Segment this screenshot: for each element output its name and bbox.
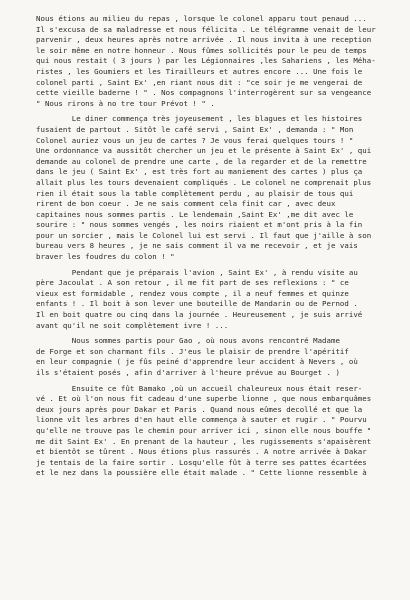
text-line: et le nez dans la poussière elle était malade . " Cette lionne ressemble à (36, 468, 367, 478)
text-line: avant qu'il ne soit complètement ivre ! ... (36, 320, 229, 330)
text-line: allait plus les tours devenaient compliqués . Le colonel ne comprenait plus (36, 177, 372, 187)
text-line: braver les foudres du colon ! " (36, 252, 175, 262)
text-line: deux jours après pour Dakar et Paris . Quand nous eûmes decollé et que la (36, 404, 363, 414)
text-line: parvenir , deux heures après notre arrivée . Il nous invita à une reception (36, 35, 372, 45)
paragraph (36, 114, 388, 262)
text-line: Pendant que je préparais l'avion , Saint Ex' , à rendu visite au (36, 267, 358, 277)
text-line: père Jacoulat . A son retour , il me fit part de ses reflexions : " ce (36, 278, 349, 288)
text-line: Nous sommes partis pour Gao , où nous avons rencontré Madame (36, 336, 340, 346)
text-line: Colonel auriez vous un jeu de cartes ? Je vous ferai quelques tours ! " (36, 135, 354, 145)
text-line: colonel parti , Saint Ex' ,en riant nous dit : "ce soir je me vengerai de (36, 77, 363, 87)
text-line: rirent de bon coeur . Je ne sais comment cela finit car , avec deux (36, 199, 336, 209)
text-line: vieux est formidable , rendez vous compte , il a neuf femmes et quinze (36, 288, 349, 298)
text-line: Une ordonnance va aussitôt chercher un jeu et le présente à Saint Ex' , qui (36, 146, 372, 156)
text-line: sourire : " nous sommes vengés , les noirs riaient et m'ont pris à la fin (36, 220, 363, 230)
text-line: Il en boit quatre ou cinq dans la journée . Heureusement , je suis arrivé (36, 310, 363, 320)
paragraph (36, 14, 388, 109)
text-line: et bientôt se tûrent . Nous étions plus rassurés . A notre arrivée à Dakar (36, 447, 367, 457)
paragraph (36, 268, 388, 332)
text-line: Il s'excusa de sa maladresse et nous félicita . Le télégramme venait de leur (36, 24, 376, 34)
text-line: fusaient de partout . Sitôt le café servi , Saint Ex' , demanda : " Mon (36, 124, 354, 134)
text-line: qu'elle ne trouve pas le chemin pour arriver ici , sinon elle nous bouffe " (36, 425, 372, 435)
text-line: rien il était sous la table complètement perdu , au plaisir de tous qui (36, 188, 354, 198)
text-line: lionne vît les arbres d'en haut elle commença à sauter et rugir . " Pourvu (36, 415, 367, 425)
text-line: pour un sorcier , mais le Colonel lui est servi . Il faut que j'aille à son (36, 230, 372, 240)
text-line: de Forge et son charmant fils . J'eus le plaisir de prendre l'apéritif (36, 346, 349, 356)
text-line: enfants ! . Il boit à son lever une bouteille de Mandarin ou de Pernod . (36, 299, 358, 309)
text-line: me dit Saint Ex' . En prenant de la hauteur , les rugissements s'apaisèrent (36, 436, 372, 446)
text-line: Ensuite ce fût Bamako ,où un accueil chaleureux nous était reser- (36, 383, 363, 393)
text-line: Nous étions au milieu du repas , lorsque le colonel apparu tout penaud ... (36, 14, 367, 23)
text-line: demande au colonel de prendre une carte , de la regarder et de la remettre (36, 156, 367, 166)
text-line: vé . Et où l'on nous fit cadeau d'une superbe lionne , que nous embarquâmes (36, 394, 372, 404)
text-line: bureau vers 8 heures , je ne sais comment il va me recevoir , et je vais (36, 241, 358, 251)
text-line: capitaines nous sommes partis . Le lendemain ,Saint Ex' ,me dit avec le (36, 209, 354, 219)
text-line: je tentais de la faire sortir . Losqu'elle fût à terre ses pattes écartées (36, 457, 367, 467)
text-line: " Nous rirons à no tre tour Prévot ! " . (36, 98, 215, 108)
text-line: cette vieille baderne ! " . Nos compagnons l'interrogèrent sur sa vengeance (36, 88, 372, 98)
text-line: le soir même en notre honneur . Nous fûmes sollicités pour le peu de temps (36, 45, 367, 55)
text-line: qui nous restait ( 3 jours ) par les Légionnaires ,les Sahariens , les Méha- (36, 56, 376, 66)
text-line: Le diner commença très joyeusement , les blagues et les histoires (36, 114, 363, 124)
text-line: ristes , les Goumiers et les Tirailleurs et autres encore ... Une fois le (36, 66, 363, 76)
document-body (36, 14, 388, 479)
paragraph (36, 336, 388, 378)
paragraph (36, 384, 388, 479)
text-line: ils s'étaient posés , afin d'arriver à l'heure prévue au Bourget . ) (36, 368, 340, 377)
text-line: en leur compagnie ( je fûs peiné d'apprendre leur accident à Nevers , où (36, 357, 358, 367)
text-line: dans le jeu ( Saint Ex' , est très fort au maniement des cartes ) plus ça (36, 167, 363, 177)
